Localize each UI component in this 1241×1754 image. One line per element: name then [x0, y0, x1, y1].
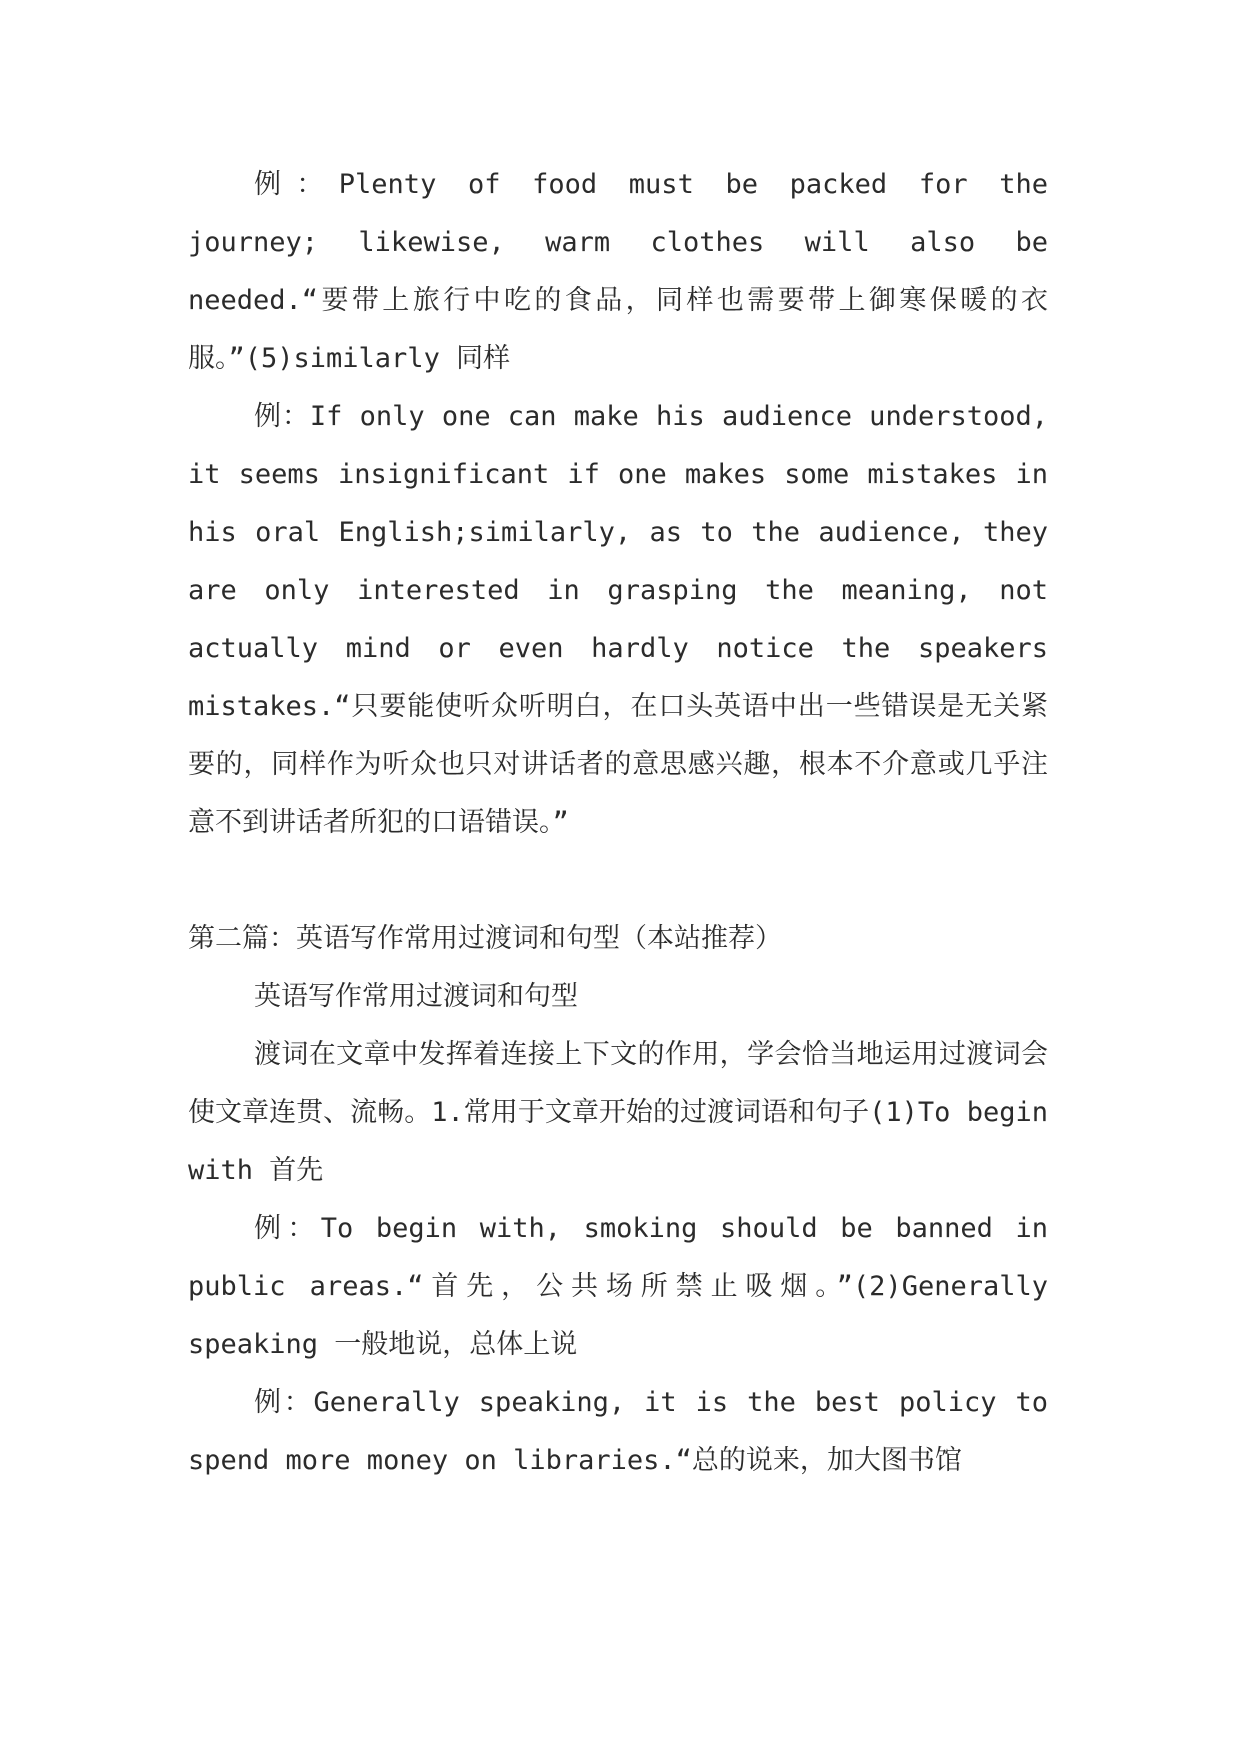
section-heading: 第二篇：英语写作常用过渡词和句型（本站推荐）	[188, 923, 782, 954]
section-subtitle: 英语写作常用过渡词和句型	[254, 981, 578, 1012]
example-paragraph-similarly: 例：If only one can make his audience understood, it seems insignificant if one makes some mistakes in his oral English;similarly, as to the audience, they are only interested in grasping the meaning, not actually mind or even hardly notice the speakers mistakes.“只要能使听众听明白，在口头英语中出一些错误是无关紧要的，同样作为听众也只对讲话者的意思感兴趣，根本不介意或几乎注意不到讲话者所犯的口语错误。”	[188, 401, 1048, 838]
example-paragraph-likewise: 例：Plenty of food must be packed for the journey; likewise, warm clothes will also be needed.“要带上旅行中吃的食品，同样也需要带上御寒保暖的衣服。”(5)similarly 同样	[188, 169, 1048, 374]
intro-paragraph: 渡词在文章中发挥着连接上下文的作用，学会恰当地运用过渡词会使文章连贯、流畅。1.常用于文章开始的过渡词语和句子(1)To begin with 首先	[188, 1039, 1048, 1186]
example-paragraph-generally: 例：Generally speaking, it is the best policy to spend more money on libraries.“总的说来，加大图书馆	[188, 1387, 1048, 1476]
document-page	[188, 156, 1048, 1490]
example-paragraph-begin: 例：To begin with, smoking should be banned in public areas.“首先，公共场所禁止吸烟。”(2)Generally speaking 一般地说，总体上说	[188, 1213, 1048, 1360]
